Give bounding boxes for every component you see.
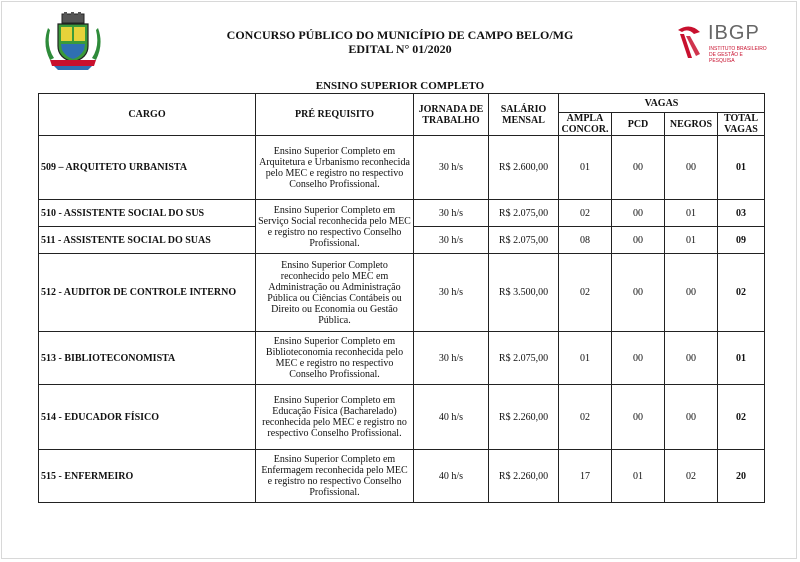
cell-negros: 00 [665, 254, 718, 332]
cell-salario: R$ 3.500,00 [489, 254, 559, 332]
table-row [39, 450, 765, 503]
header-salario: SALÁRIO MENSAL [489, 94, 559, 136]
cell-cargo: 514 - EDUCADOR FÍSICO [39, 385, 256, 450]
cell-cargo: 510 - ASSISTENTE SOCIAL DO SUS [39, 200, 256, 227]
header-ampla: AMPLA CONCOR. [559, 113, 612, 136]
cell-ampla: 08 [559, 227, 612, 254]
cell-ampla: 02 [559, 254, 612, 332]
cell-negros: 01 [665, 227, 718, 254]
header-requisito: PRÉ REQUISITO [256, 94, 414, 136]
vagas-table [38, 93, 765, 503]
cell-jornada: 30 h/s [414, 136, 489, 200]
logo-name: IBGP [708, 22, 760, 44]
table-row [39, 254, 765, 332]
header-vagas: VAGAS [559, 94, 765, 113]
cell-negros: 00 [665, 136, 718, 200]
cell-total: 02 [718, 385, 765, 450]
cell-requisito: Ensino Superior Completo em Arquitetura e Urbanismo reconhecida pelo MEC e registro no respectivo Conselho Profissional. [256, 136, 414, 200]
cell-jornada: 40 h/s [414, 450, 489, 503]
cell-negros: 01 [665, 200, 718, 227]
cell-salario: R$ 2.075,00 [489, 332, 559, 385]
cell-salario: R$ 2.075,00 [489, 200, 559, 227]
cell-pcd: 01 [612, 450, 665, 503]
cell-total: 01 [718, 332, 765, 385]
table-row [39, 385, 765, 450]
header-jornada: JORNADA DE TRABALHO [414, 94, 489, 136]
title-line-2: EDITAL N° 01/2020 [348, 42, 452, 56]
cell-ampla: 01 [559, 136, 612, 200]
cell-ampla: 01 [559, 332, 612, 385]
ibgp-logo [676, 20, 766, 66]
cell-total: 03 [718, 200, 765, 227]
cell-pcd: 00 [612, 385, 665, 450]
cell-negros: 00 [665, 332, 718, 385]
cell-negros: 00 [665, 385, 718, 450]
cell-pcd: 00 [612, 200, 665, 227]
cell-jornada: 30 h/s [414, 254, 489, 332]
cell-jornada: 30 h/s [414, 227, 489, 254]
table-row [39, 200, 765, 227]
cell-ampla: 17 [559, 450, 612, 503]
cell-requisito: Ensino Superior Completo em Serviço Social reconhecida pelo MEC e registro no respectivo Conselho Profissional. [256, 200, 414, 254]
cell-requisito: Ensino Superior Completo reconhecido pelo MEC em Administração ou Administração Pública ou Ciências Contábeis ou Direito ou Economia ou Gestão Pública. [256, 254, 414, 332]
cell-total: 01 [718, 136, 765, 200]
table-row [39, 136, 765, 200]
cell-pcd: 00 [612, 136, 665, 200]
cell-pcd: 00 [612, 332, 665, 385]
cell-ampla: 02 [559, 385, 612, 450]
cell-requisito: Ensino Superior Completo em Biblioteconomia reconhecida pelo MEC e registro no respectivo Conselho Profissional. [256, 332, 414, 385]
cell-cargo: 515 - ENFERMEIRO [39, 450, 256, 503]
cell-jornada: 30 h/s [414, 332, 489, 385]
cell-salario: R$ 2.075,00 [489, 227, 559, 254]
cell-requisito: Ensino Superior Completo em Educação Física (Bacharelado) reconhecida pelo MEC e registro no respectivo Conselho Profissional. [256, 385, 414, 450]
cell-salario: R$ 2.260,00 [489, 385, 559, 450]
cell-pcd: 00 [612, 227, 665, 254]
municipal-crest-icon [44, 12, 102, 72]
cell-salario: R$ 2.600,00 [489, 136, 559, 200]
cell-negros: 02 [665, 450, 718, 503]
cell-cargo: 512 - AUDITOR DE CONTROLE INTERNO [39, 254, 256, 332]
section-title: ENSINO SUPERIOR COMPLETO [315, 80, 485, 92]
cell-cargo: 511 - ASSISTENTE SOCIAL DO SUAS [39, 227, 256, 254]
header-total: TOTAL VAGAS [718, 113, 765, 136]
title-line-1: CONCURSO PÚBLICO DO MUNICÍPIO DE CAMPO BELO/MG [226, 28, 574, 42]
cell-total: 09 [718, 227, 765, 254]
header-negros: NEGROS [665, 113, 718, 136]
cell-jornada: 30 h/s [414, 200, 489, 227]
cell-cargo: 513 - BIBLIOTECONOMISTA [39, 332, 256, 385]
cell-pcd: 00 [612, 254, 665, 332]
cell-jornada: 40 h/s [414, 385, 489, 450]
cell-total: 20 [718, 450, 765, 503]
cell-ampla: 02 [559, 200, 612, 227]
cell-salario: R$ 2.260,00 [489, 450, 559, 503]
table-row [39, 332, 765, 385]
ibgp-logo-mark-icon [676, 22, 706, 62]
header-pcd: PCD [612, 113, 665, 136]
cell-total: 02 [718, 254, 765, 332]
cell-requisito: Ensino Superior Completo em Enfermagem reconhecida pelo MEC e registro no respectivo Conselho Profissional. [256, 450, 414, 503]
logo-subtitle: INSTITUTO BRASILEIRO DE GESTÃO E PESQUISA [709, 46, 767, 64]
document-title [150, 28, 650, 56]
cell-cargo: 509 – ARQUITETO URBANISTA [39, 136, 256, 200]
header-cargo: CARGO [39, 94, 256, 136]
